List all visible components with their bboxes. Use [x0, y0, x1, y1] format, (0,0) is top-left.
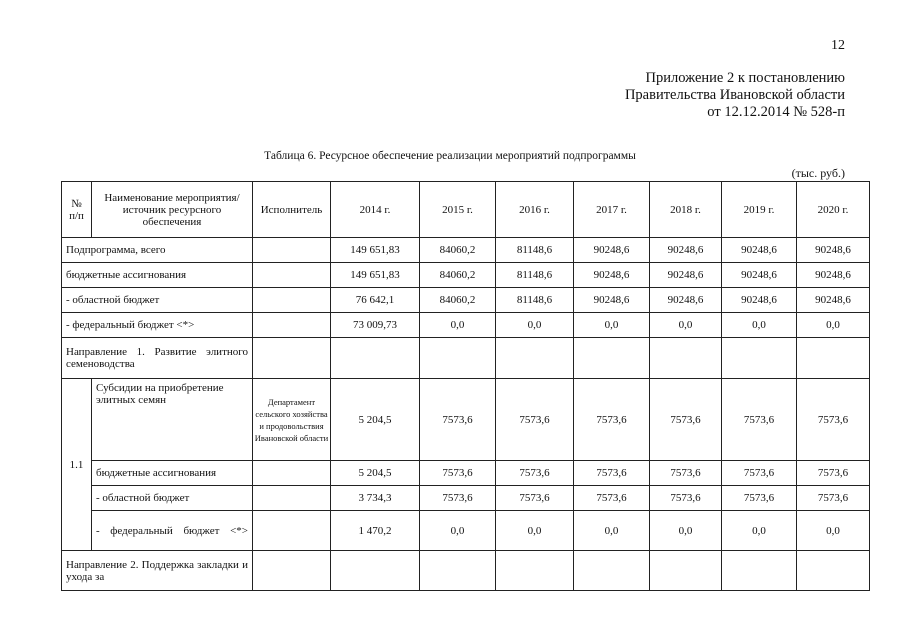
resource-table: [61, 181, 870, 591]
table-row: [62, 263, 870, 288]
value-cell: [574, 551, 650, 591]
executor-cell: [253, 313, 331, 338]
value-cell: 90248,6: [574, 288, 650, 313]
value-cell: 0,0: [574, 313, 650, 338]
header-row: [62, 182, 870, 238]
table-row: [62, 461, 870, 486]
executor-cell: [253, 238, 331, 263]
direction-label: Направление 2. Поддержка закладки и ухода за: [62, 551, 253, 591]
value-cell: [496, 338, 574, 379]
value-cell: 90248,6: [722, 238, 797, 263]
appendix-header: [560, 70, 845, 121]
executor-cell: [253, 511, 331, 551]
value-cell: 1 470,2: [331, 511, 420, 551]
value-cell: 7573,6: [420, 486, 496, 511]
value-cell: 84060,2: [420, 288, 496, 313]
value-cell: 81148,6: [496, 263, 574, 288]
table-row: [62, 288, 870, 313]
value-cell: 0,0: [650, 511, 722, 551]
value-cell: 0,0: [650, 313, 722, 338]
header-year: 2016 г.: [496, 182, 574, 238]
value-cell: 149 651,83: [331, 263, 420, 288]
page-number: 12: [831, 38, 845, 53]
value-cell: 90248,6: [797, 238, 870, 263]
header-year: 2017 г.: [574, 182, 650, 238]
value-cell: 84060,2: [420, 263, 496, 288]
value-cell: [420, 338, 496, 379]
row-label: - федеральный бюджет <*>: [92, 511, 253, 551]
value-cell: 90248,6: [650, 263, 722, 288]
value-cell: [797, 338, 870, 379]
value-cell: 0,0: [420, 313, 496, 338]
value-cell: 76 642,1: [331, 288, 420, 313]
row-label: - федеральный бюджет <*>: [62, 313, 253, 338]
value-cell: 90248,6: [797, 288, 870, 313]
value-cell: 7573,6: [420, 461, 496, 486]
item-number: 1.1: [62, 379, 92, 551]
direction-label: Направление 1. Развитие элитного семеноводства: [62, 338, 253, 379]
table-row: [62, 511, 870, 551]
row-label: Субсидии на приобретение элитных семян: [92, 379, 253, 461]
table-title: Таблица 6. Ресурсное обеспечение реализации мероприятий подпрограммы: [264, 150, 636, 162]
value-cell: [331, 338, 420, 379]
value-cell: 7573,6: [650, 486, 722, 511]
appendix-line-2: Правительства Ивановской области: [624, 87, 845, 103]
value-cell: [420, 551, 496, 591]
value-cell: [496, 551, 574, 591]
value-cell: 0,0: [420, 511, 496, 551]
value-cell: 90248,6: [722, 288, 797, 313]
value-cell: 0,0: [722, 313, 797, 338]
value-cell: 0,0: [574, 511, 650, 551]
table-row: [62, 379, 870, 461]
value-cell: 5 204,5: [331, 461, 420, 486]
executor-cell: [253, 486, 331, 511]
appendix-line-1: Приложение 2 к постановлению: [645, 70, 845, 86]
value-cell: 0,0: [797, 511, 870, 551]
value-cell: 149 651,83: [331, 238, 420, 263]
value-cell: 7573,6: [496, 379, 574, 461]
value-cell: [331, 551, 420, 591]
value-cell: 7573,6: [496, 461, 574, 486]
executor-cell: [253, 461, 331, 486]
value-cell: 7573,6: [650, 379, 722, 461]
value-cell: 7573,6: [574, 461, 650, 486]
header-year: 2018 г.: [650, 182, 722, 238]
value-cell: 84060,2: [420, 238, 496, 263]
value-cell: 81148,6: [496, 288, 574, 313]
header-num: № п/п: [62, 182, 92, 238]
units-label: (тыс. руб.): [791, 166, 845, 180]
value-cell: 0,0: [722, 511, 797, 551]
executor-cell: [253, 551, 331, 591]
executor-cell: Департамент сельского хозяйства и продовольствия Ивановской области: [253, 379, 331, 461]
value-cell: 81148,6: [496, 238, 574, 263]
value-cell: [574, 338, 650, 379]
executor-cell: [253, 288, 331, 313]
value-cell: 90248,6: [574, 238, 650, 263]
value-cell: 7573,6: [496, 486, 574, 511]
value-cell: 7573,6: [722, 486, 797, 511]
value-cell: 7573,6: [797, 486, 870, 511]
value-cell: 0,0: [797, 313, 870, 338]
header-executor: Исполнитель: [253, 182, 331, 238]
value-cell: 7573,6: [574, 486, 650, 511]
executor-cell: [253, 338, 331, 379]
value-cell: 0,0: [496, 313, 574, 338]
header-year: 2015 г.: [420, 182, 496, 238]
header-name: Наименование мероприятия/источник ресурсного обеспечения: [92, 182, 253, 238]
value-cell: 7573,6: [650, 461, 722, 486]
value-cell: 7573,6: [574, 379, 650, 461]
table-row: [62, 313, 870, 338]
table-row: [62, 238, 870, 263]
value-cell: 90248,6: [722, 263, 797, 288]
value-cell: 73 009,73: [331, 313, 420, 338]
row-label: бюджетные ассигнования: [62, 263, 253, 288]
table-row: [62, 338, 870, 379]
value-cell: 0,0: [496, 511, 574, 551]
value-cell: 7573,6: [722, 379, 797, 461]
value-cell: 7573,6: [420, 379, 496, 461]
value-cell: 90248,6: [797, 263, 870, 288]
value-cell: 7573,6: [797, 461, 870, 486]
row-label: бюджетные ассигнования: [92, 461, 253, 486]
table-row: [62, 486, 870, 511]
value-cell: [722, 551, 797, 591]
header-year: 2020 г.: [797, 182, 870, 238]
header-year: 2019 г.: [722, 182, 797, 238]
value-cell: 90248,6: [574, 263, 650, 288]
row-label: - областной бюджет: [92, 486, 253, 511]
value-cell: 5 204,5: [331, 379, 420, 461]
row-label: - областной бюджет: [62, 288, 253, 313]
value-cell: 3 734,3: [331, 486, 420, 511]
row-label: Подпрограмма, всего: [62, 238, 253, 263]
value-cell: 90248,6: [650, 238, 722, 263]
value-cell: 7573,6: [722, 461, 797, 486]
appendix-line-3: от 12.12.2014 № 528-п: [707, 104, 845, 120]
value-cell: [650, 338, 722, 379]
header-year: 2014 г.: [331, 182, 420, 238]
value-cell: 7573,6: [797, 379, 870, 461]
value-cell: 90248,6: [650, 288, 722, 313]
table-row: [62, 551, 870, 591]
value-cell: [722, 338, 797, 379]
value-cell: [797, 551, 870, 591]
value-cell: [650, 551, 722, 591]
executor-cell: [253, 263, 331, 288]
